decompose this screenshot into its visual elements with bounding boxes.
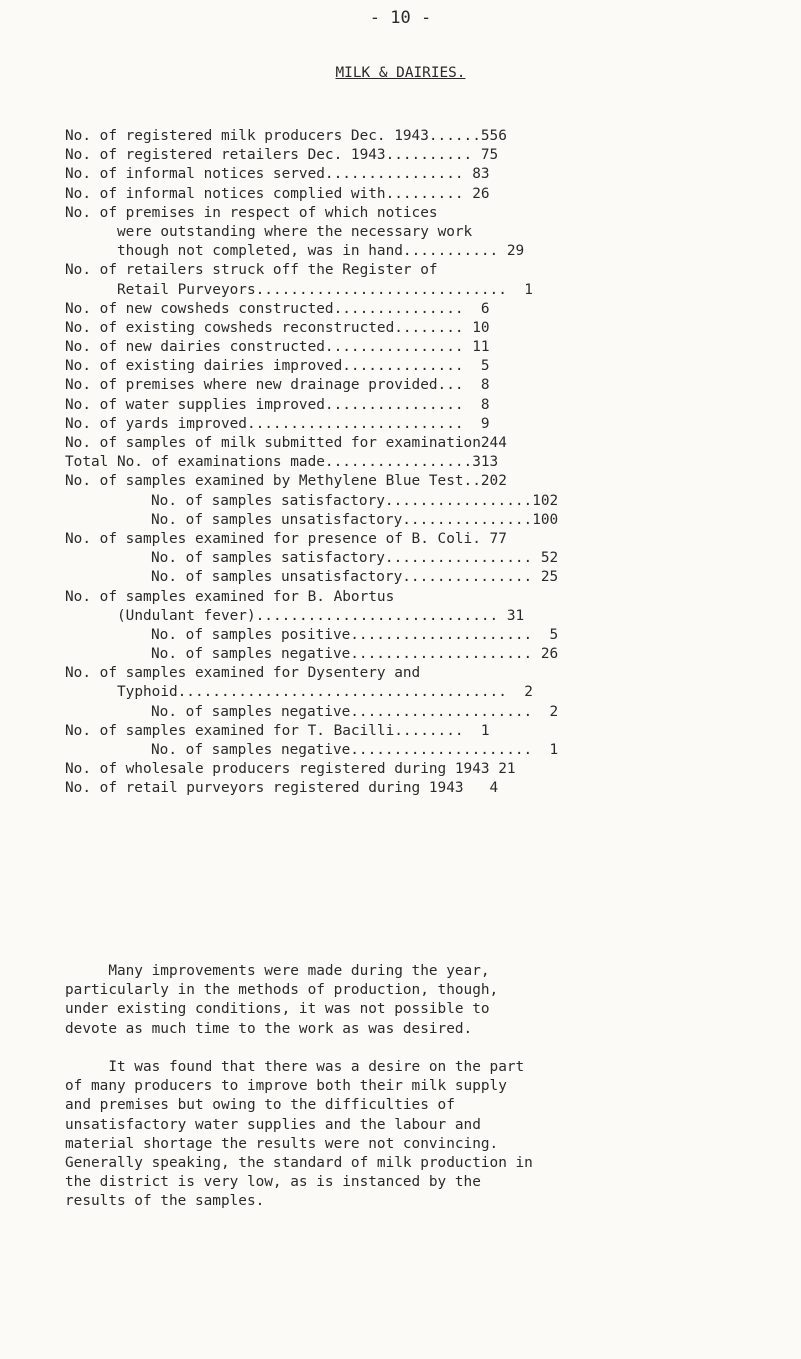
statistic-line: No. of premises in respect of which notices — [65, 204, 438, 221]
paragraph — [65, 962, 785, 1039]
statistic-line: No. of informal notices complied with......... 26 — [65, 185, 490, 202]
statistic-line: No. of wholesale producers registered during 1943 21 — [65, 761, 516, 778]
paragraph-line: under existing conditions, it was not possible to — [65, 1001, 490, 1018]
statistic-line: No. of samples examined for Dysentery and — [65, 665, 421, 682]
paragraph-line: unsatisfactory water supplies and the labour and — [65, 1116, 481, 1133]
statistic-line: No. of samples negative..................... 26 — [151, 646, 559, 663]
statistic-line: No. of water supplies improved................ 8 — [65, 396, 490, 413]
section-title: MILK & DAIRIES. — [335, 65, 466, 81]
statistic-line: No. of new cowsheds constructed............... 6 — [65, 300, 490, 317]
statistic-line: No. of existing cowsheds reconstructed........ 10 — [65, 319, 490, 336]
paragraph-line: the district is very low, as is instanced by the — [65, 1174, 481, 1191]
paragraph-line: and premises but owing to the difficulties of — [65, 1097, 455, 1114]
paragraph-line: particularly in the methods of production, though, — [65, 982, 499, 999]
paragraph-line: results of the samples. — [65, 1193, 265, 1210]
statistic-line: No. of informal notices served................ 83 — [65, 166, 490, 183]
statistic-line: No. of samples examined for T. Bacilli........ 1 — [65, 722, 490, 739]
statistics-list — [65, 127, 745, 799]
paragraph-line: It was found that there was a desire on the part — [65, 1058, 525, 1075]
statistic-line: Typhoid...................................... 2 — [117, 684, 533, 701]
paragraph — [65, 1058, 785, 1212]
statistic-line: No. of new dairies constructed................ 11 — [65, 339, 490, 356]
statistic-line: No. of premises where new drainage provided... 8 — [65, 377, 490, 394]
statistic-line: No. of registered retailers Dec. 1943.......... 75 — [65, 147, 499, 164]
statistic-line: though not completed, was in hand........... 29 — [117, 243, 525, 260]
statistic-line: No. of samples negative..................... 1 — [151, 742, 559, 758]
statistic-line: No. of samples negative..................... 2 — [151, 703, 559, 720]
statistic-line: No. of retail purveyors registered during 1943 4 — [65, 780, 499, 797]
statistic-line: (Undulant fever)............................ 31 — [117, 607, 525, 624]
statistic-line: No. of samples positive..................... 5 — [151, 626, 559, 643]
statistic-line: No. of samples examined for B. Abortus — [65, 588, 395, 605]
statistic-line: No. of samples satisfactory................. 52 — [151, 550, 559, 567]
paragraph-line: devote as much time to the work as was desired. — [65, 1020, 473, 1037]
paragraph-line: Generally speaking, the standard of milk production in — [65, 1154, 533, 1171]
statistic-line: No. of samples of milk submitted for examination244 — [65, 435, 507, 451]
statistic-line: No. of samples unsatisfactory............... 25 — [151, 569, 559, 586]
paragraph-line: Many improvements were made during the year, — [65, 963, 490, 979]
narrative-text — [65, 962, 785, 1231]
statistic-line: Total No. of examinations made.................313 — [65, 454, 499, 471]
statistic-line: Retail Purveyors............................. 1 — [117, 281, 533, 298]
paragraph-line: of many producers to improve both their milk supply — [65, 1078, 507, 1095]
statistic-line: No. of samples examined for presence of B. Coli. 77 — [65, 530, 507, 547]
statistic-line: No. of samples unsatisfactory...............100 — [151, 511, 559, 528]
statistic-line: No. of existing dairies improved.............. 5 — [65, 358, 490, 375]
statistic-line: were outstanding where the necessary work — [117, 223, 473, 240]
statistic-line: No. of yards improved......................... 9 — [65, 415, 490, 432]
page-number: - 10 - — [369, 8, 432, 28]
statistic-line: No. of retailers struck off the Register of — [65, 262, 438, 279]
statistic-line: No. of samples satisfactory.................102 — [151, 492, 559, 509]
statistic-line: No. of samples examined by Methylene Blue Test..202 — [65, 473, 507, 490]
paragraph-line: material shortage the results were not convincing. — [65, 1135, 499, 1152]
statistic-line: No. of registered milk producers Dec. 1943......556 — [65, 128, 507, 144]
